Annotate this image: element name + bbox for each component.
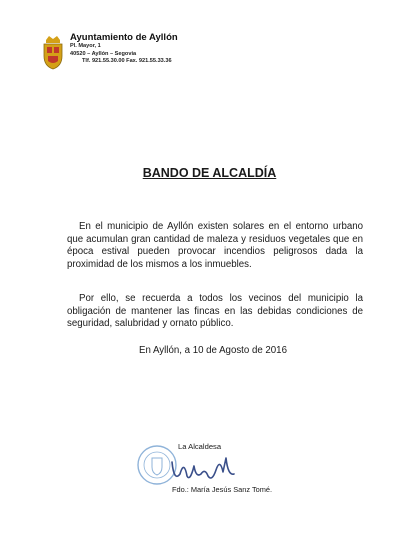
letterhead bbox=[40, 32, 300, 92]
handwritten-signature-icon bbox=[168, 452, 238, 486]
letterhead-text bbox=[70, 32, 178, 66]
document-date: En Ayllón, a 10 de Agosto de 2016 bbox=[139, 345, 287, 356]
document-title bbox=[0, 166, 419, 180]
address-line: Pl. Mayor, 1 bbox=[70, 43, 101, 49]
org-name: Ayuntamiento de Ayllón bbox=[70, 32, 178, 43]
signer-role: La Alcaldesa bbox=[178, 442, 222, 451]
phone-line: Tlf. 921.55.30.00 Fax. 921.55.33.36 bbox=[82, 58, 172, 65]
coat-of-arms-icon bbox=[40, 34, 66, 70]
body-paragraph-2: Por ello, se recuerda a todos los vecinos del municipio la obligación de mantener las fincas en las debidas condiciones de seguridad, salubridad y ornato público. bbox=[67, 293, 363, 330]
signer-name: Fdo.: María Jesús Sanz Tomé. bbox=[172, 485, 273, 494]
document-title-text: BANDO DE ALCALDÍA bbox=[142, 166, 277, 180]
body-paragraph-1: En el municipio de Ayllón existen solares en el entorno urbano que acumulan gran cantidad de maleza y residuos vegetales que en época estival pueden provocar incendios peligrosos dada la proximidad de los mismos a los inmuebles. bbox=[67, 221, 363, 270]
postal-line: 40520 – Ayllón – Segovia bbox=[70, 50, 137, 57]
